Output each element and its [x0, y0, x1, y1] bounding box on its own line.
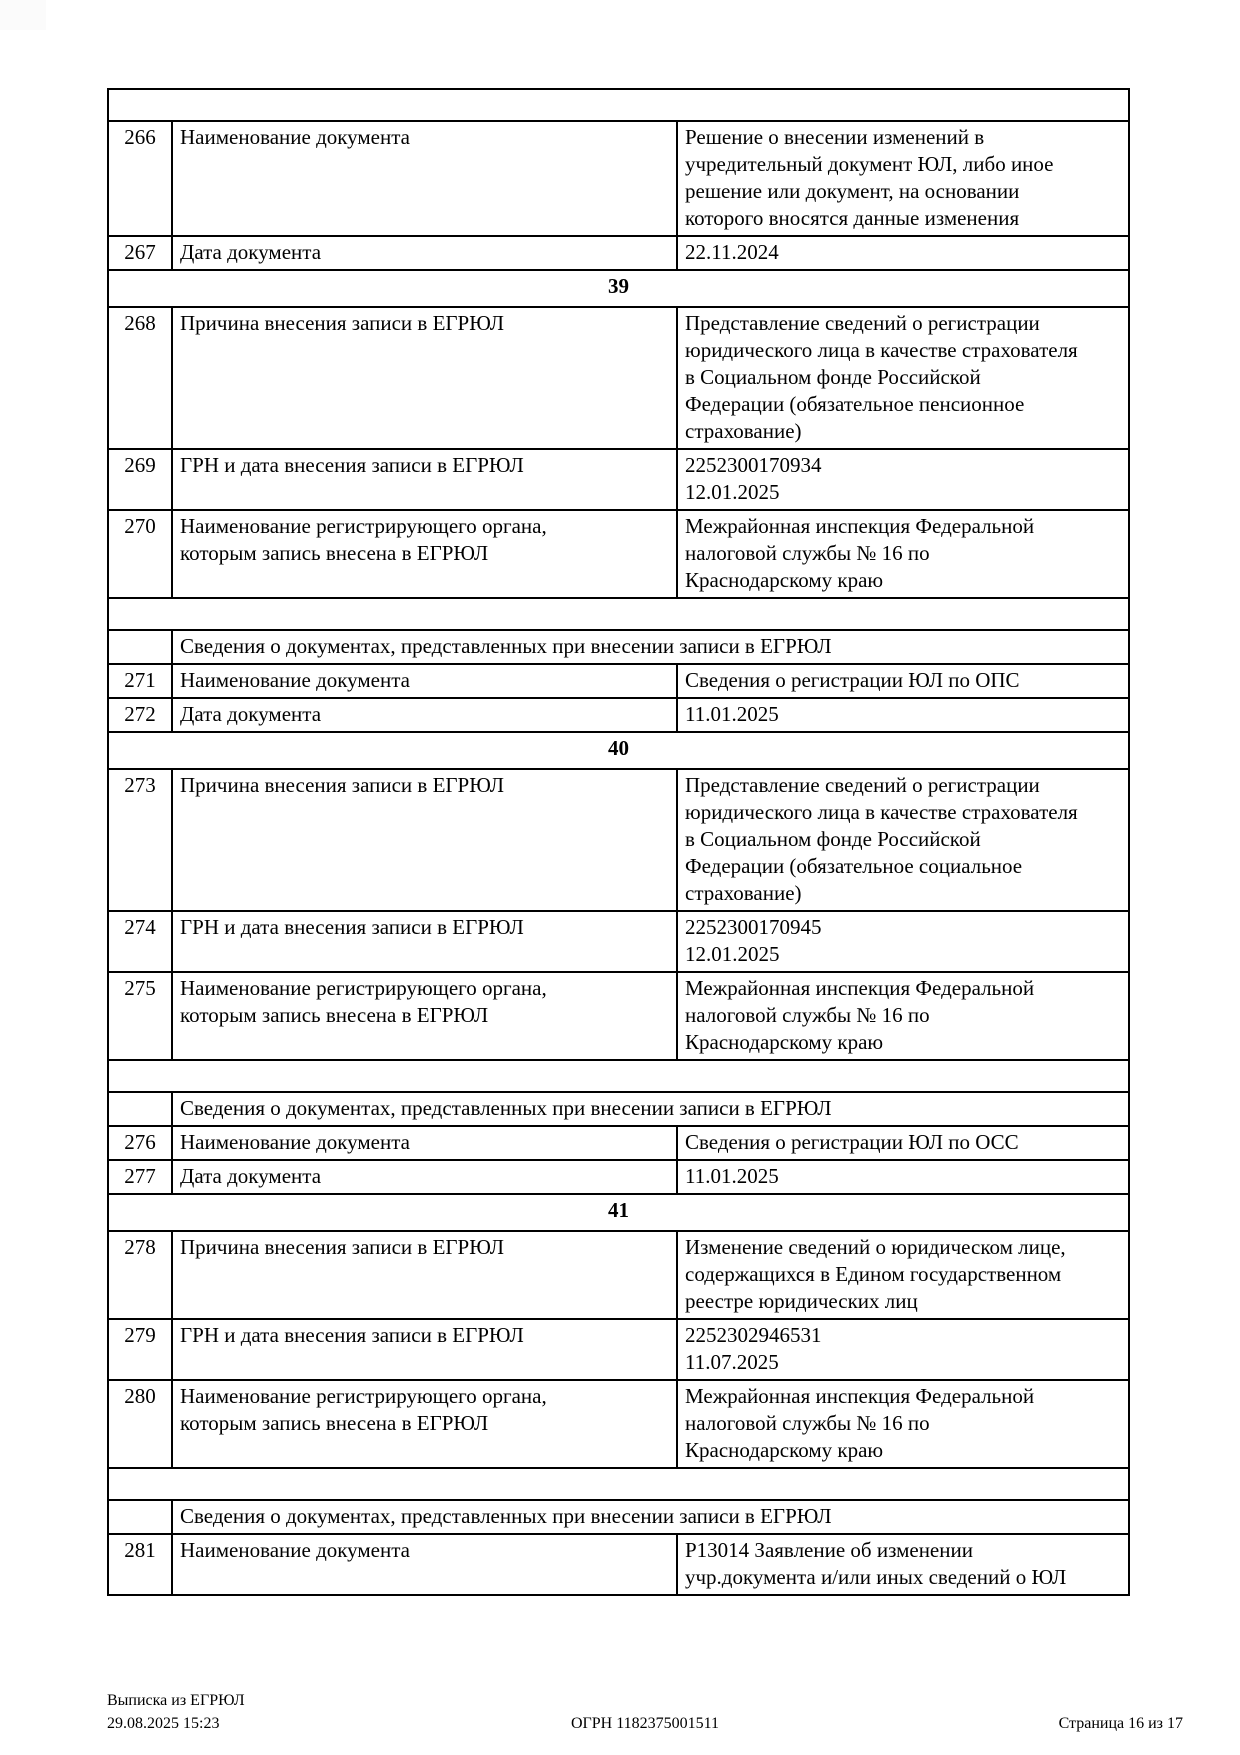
row-number-cell: 268 — [108, 307, 172, 449]
field-label-cell: Наименование регистрирующего органа, которым запись внесена в ЕГРЮЛ — [172, 510, 677, 598]
field-value-cell: 2252300170945 12.01.2025 — [677, 911, 1129, 972]
docs-section-header: Сведения о документах, представленных при внесении записи в ЕГРЮЛ — [172, 1500, 1129, 1534]
field-value-cell: Межрайонная инспекция Федеральной налоговой службы № 16 по Краснодарскому краю — [677, 972, 1129, 1060]
row-number-cell: 274 — [108, 911, 172, 972]
page-footer — [107, 1690, 1183, 1734]
docs-header-empty-cell — [108, 630, 172, 664]
field-value-cell: Р13014 Заявление об изменении учр.документа и/или иных сведений о ЮЛ — [677, 1534, 1129, 1595]
field-value-cell: Решение о внесении изменений в учредительный документ ЮЛ, либо иное решение или документ, на основании которого вносятся данные изменения — [677, 121, 1129, 236]
footer-ogrn: ОГРН 1182375001511 — [570, 1715, 720, 1732]
table-row — [108, 1092, 1129, 1126]
table-row — [108, 1194, 1129, 1231]
field-value-cell: 2252300170934 12.01.2025 — [677, 449, 1129, 510]
field-label-cell: Наименование документа — [172, 121, 677, 236]
table-row — [108, 1380, 1129, 1468]
spacer-cell — [108, 598, 1129, 630]
spacer-cell — [108, 1468, 1129, 1500]
table-row — [108, 1500, 1129, 1534]
row-number-cell: 271 — [108, 664, 172, 698]
footer-datetime: 29.08.2025 15:23 — [107, 1715, 220, 1732]
egrul-table-body — [108, 89, 1129, 1595]
field-label-cell: ГРН и дата внесения записи в ЕГРЮЛ — [172, 1319, 677, 1380]
row-number-cell: 277 — [108, 1160, 172, 1194]
field-label-cell: Причина внесения записи в ЕГРЮЛ — [172, 769, 677, 911]
table-row — [108, 1126, 1129, 1160]
table-row — [108, 769, 1129, 911]
field-value-cell: Представление сведений о регистрации юридического лица в качестве страхователя в Социальном фонде Российской Федерации (обязательное социальное страхование) — [677, 769, 1129, 911]
table-continuation-stub-cell — [108, 89, 1129, 121]
table-row — [108, 270, 1129, 307]
table-row — [108, 1160, 1129, 1194]
docs-header-empty-cell — [108, 1092, 172, 1126]
table-row — [108, 236, 1129, 270]
field-label-cell: Наименование документа — [172, 1126, 677, 1160]
docs-header-empty-cell — [108, 1500, 172, 1534]
field-label-cell: ГРН и дата внесения записи в ЕГРЮЛ — [172, 911, 677, 972]
table-row — [108, 911, 1129, 972]
field-label-cell: Дата документа — [172, 698, 677, 732]
field-value-cell: 11.01.2025 — [677, 698, 1129, 732]
field-label-cell: Наименование документа — [172, 664, 677, 698]
spacer-cell — [108, 1060, 1129, 1092]
row-number-cell: 281 — [108, 1534, 172, 1595]
field-label-cell: Причина внесения записи в ЕГРЮЛ — [172, 1231, 677, 1319]
table-row — [108, 1468, 1129, 1500]
row-number-cell: 278 — [108, 1231, 172, 1319]
row-number-cell: 272 — [108, 698, 172, 732]
field-value-cell: Сведения о регистрации ЮЛ по ОСС — [677, 1126, 1129, 1160]
field-value-cell: Сведения о регистрации ЮЛ по ОПС — [677, 664, 1129, 698]
field-value-cell: Межрайонная инспекция Федеральной налоговой службы № 16 по Краснодарскому краю — [677, 1380, 1129, 1468]
table-row — [108, 664, 1129, 698]
egrul-records-table — [107, 88, 1130, 1596]
record-section-number: 41 — [108, 1194, 1129, 1231]
table-row — [108, 598, 1129, 630]
table-row — [108, 449, 1129, 510]
field-value-cell: 11.01.2025 — [677, 1160, 1129, 1194]
table-row — [108, 630, 1129, 664]
row-number-cell: 275 — [108, 972, 172, 1060]
field-label-cell: Дата документа — [172, 1160, 677, 1194]
field-label-cell: ГРН и дата внесения записи в ЕГРЮЛ — [172, 449, 677, 510]
field-label-cell: Дата документа — [172, 236, 677, 270]
table-row — [108, 972, 1129, 1060]
record-section-number: 39 — [108, 270, 1129, 307]
row-number-cell: 279 — [108, 1319, 172, 1380]
table-row — [108, 732, 1129, 769]
row-number-cell: 276 — [108, 1126, 172, 1160]
table-row — [108, 510, 1129, 598]
row-number-cell: 266 — [108, 121, 172, 236]
field-label-cell: Причина внесения записи в ЕГРЮЛ — [172, 307, 677, 449]
table-row — [108, 1231, 1129, 1319]
row-number-cell: 267 — [108, 236, 172, 270]
scan-artifact — [0, 0, 46, 30]
field-value-cell: Представление сведений о регистрации юридического лица в качестве страхователя в Социальном фонде Российской Федерации (обязательное пенсионное страхование) — [677, 307, 1129, 449]
table-row — [108, 1534, 1129, 1595]
table-row — [108, 121, 1129, 236]
row-number-cell: 269 — [108, 449, 172, 510]
footer-document-title: Выписка из ЕГРЮЛ — [107, 1692, 245, 1709]
table-row — [108, 1060, 1129, 1092]
field-value-cell: 2252302946531 11.07.2025 — [677, 1319, 1129, 1380]
row-number-cell: 273 — [108, 769, 172, 911]
field-label-cell: Наименование регистрирующего органа, которым запись внесена в ЕГРЮЛ — [172, 972, 677, 1060]
field-value-cell: Изменение сведений о юридическом лице, содержащихся в Едином государственном реестре юридических лиц — [677, 1231, 1129, 1319]
field-label-cell: Наименование документа — [172, 1534, 677, 1595]
docs-section-header: Сведения о документах, представленных при внесении записи в ЕГРЮЛ — [172, 630, 1129, 664]
row-number-cell: 270 — [108, 510, 172, 598]
footer-page-number: Страница 16 из 17 — [1058, 1715, 1183, 1732]
field-label-cell: Наименование регистрирующего органа, которым запись внесена в ЕГРЮЛ — [172, 1380, 677, 1468]
table-row — [108, 89, 1129, 121]
docs-section-header: Сведения о документах, представленных при внесении записи в ЕГРЮЛ — [172, 1092, 1129, 1126]
table-row — [108, 698, 1129, 732]
field-value-cell: Межрайонная инспекция Федеральной налоговой службы № 16 по Краснодарскому краю — [677, 510, 1129, 598]
row-number-cell: 280 — [108, 1380, 172, 1468]
field-value-cell: 22.11.2024 — [677, 236, 1129, 270]
record-section-number: 40 — [108, 732, 1129, 769]
table-row — [108, 307, 1129, 449]
table-row — [108, 1319, 1129, 1380]
